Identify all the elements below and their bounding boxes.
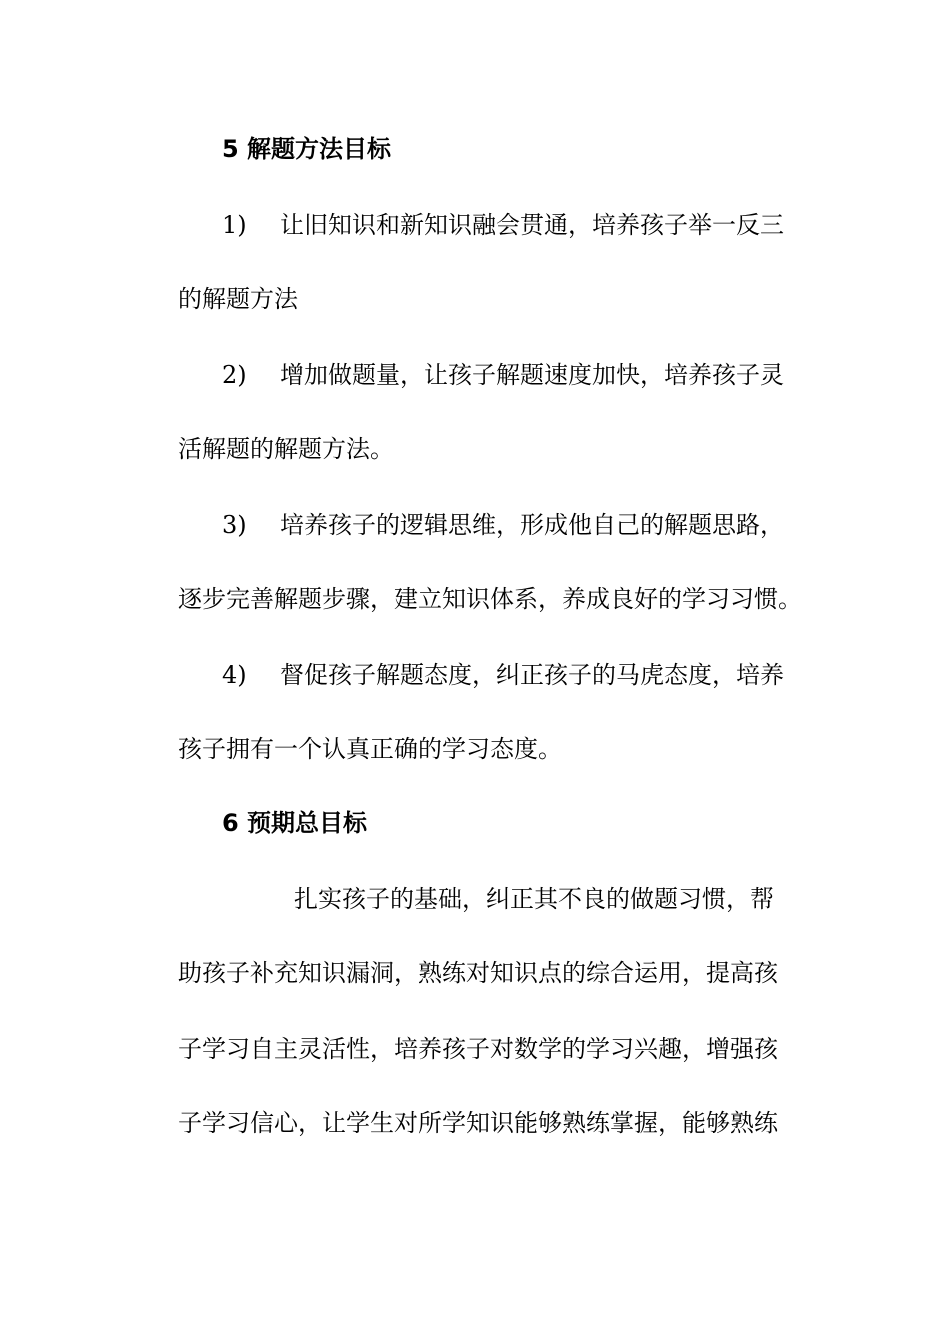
list-item-1-text: 让旧知识和新知识融会贯通，培养孩子举一反三	[280, 211, 784, 239]
list-item-1-continuation: 的解题方法	[178, 285, 298, 313]
list-item-3	[222, 510, 784, 540]
list-item-2-number: 2)	[222, 361, 247, 389]
list-item-3-continuation: 逐步完善解题步骤，建立知识体系，养成良好的学习习惯。	[178, 585, 802, 613]
list-item-4	[222, 660, 784, 690]
paragraph-line-4: 子学习信心，让学生对所学知识能够熟练掌握，能够熟练	[178, 1109, 778, 1137]
list-item-1-number: 1)	[222, 211, 247, 239]
list-item-3-text: 培养孩子的逻辑思维，形成他自己的解题思路，	[280, 511, 784, 539]
list-item-2-text: 增加做题量，让孩子解题速度加快，培养孩子灵	[280, 361, 784, 389]
paragraph-line-2: 助孩子补充知识漏洞，熟练对知识点的综合运用，提高孩	[178, 959, 778, 987]
list-item-3-number: 3)	[222, 511, 247, 539]
list-item-2	[222, 360, 784, 390]
list-item-2-continuation: 活解题的解题方法。	[178, 435, 394, 463]
paragraph-line-1: 扎实孩子的基础，纠正其不良的做题习惯，帮	[294, 885, 774, 913]
list-item-4-text: 督促孩子解题态度，纠正孩子的马虎态度，培养	[280, 661, 784, 689]
list-item-4-number: 4)	[222, 661, 247, 689]
paragraph-line-3: 子学习自主灵活性，培养孩子对数学的学习兴趣，增强孩	[178, 1035, 778, 1063]
list-item-1	[222, 210, 784, 240]
list-item-4-continuation: 孩子拥有一个认真正确的学习态度。	[178, 735, 562, 763]
section-5-heading: 5 解题方法目标	[222, 135, 392, 163]
section-6-heading: 6 预期总目标	[222, 809, 368, 837]
